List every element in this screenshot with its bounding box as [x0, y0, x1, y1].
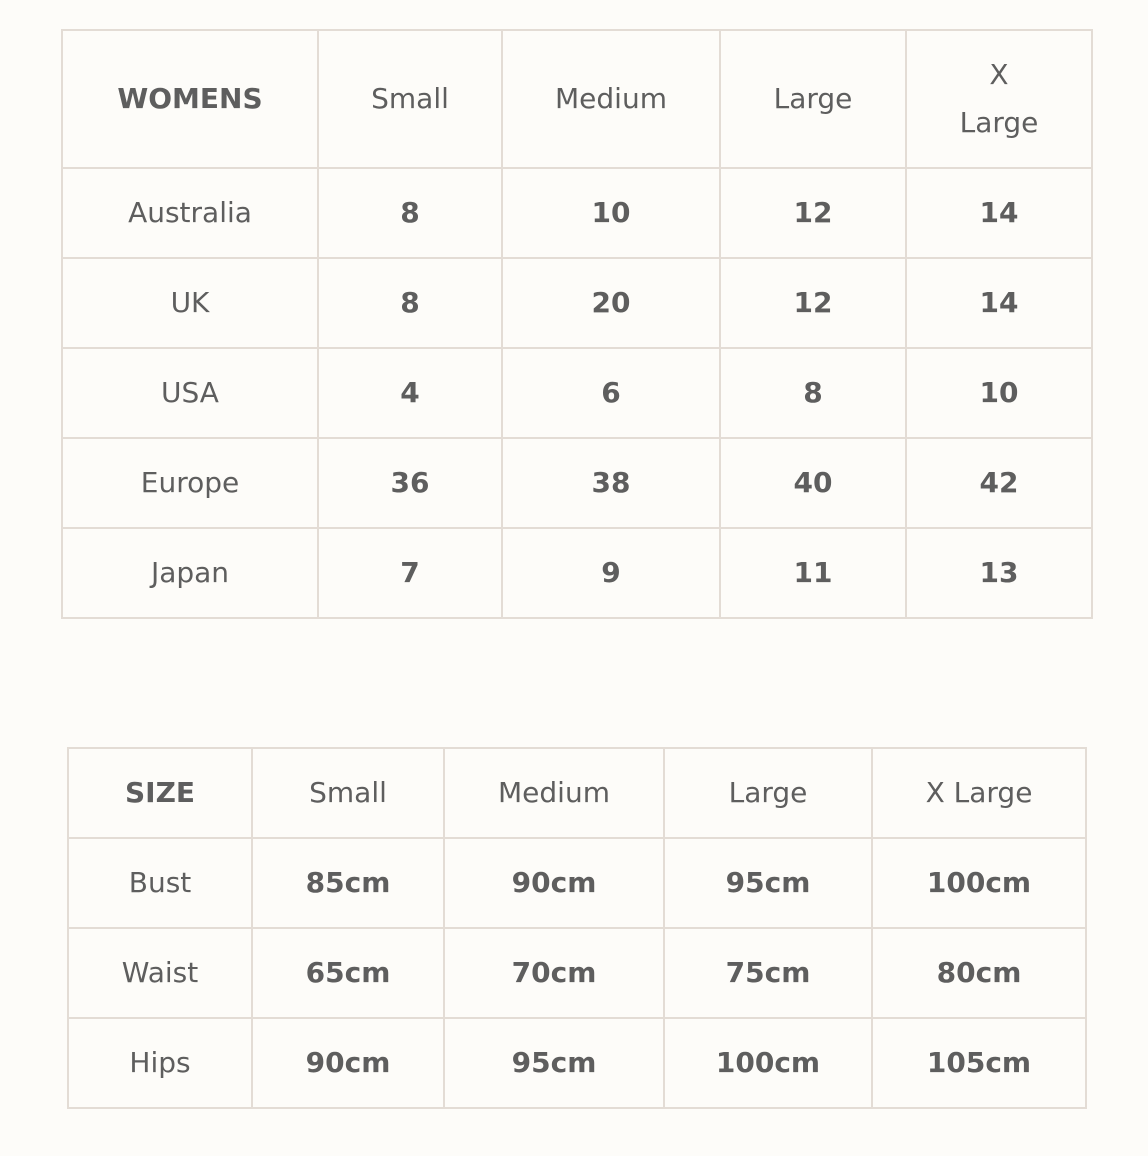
- womens-size-table: [61, 29, 1093, 619]
- table-header-row: [68, 748, 1086, 838]
- table-row: [68, 838, 1086, 928]
- size-value: 42: [906, 438, 1092, 528]
- measurement-value: 100cm: [664, 1018, 872, 1108]
- size-value: 12: [720, 168, 906, 258]
- size-value: 9: [502, 528, 720, 618]
- size-value: 13: [906, 528, 1092, 618]
- size-value: 4: [318, 348, 502, 438]
- table-row: [62, 258, 1092, 348]
- size-value: 11: [720, 528, 906, 618]
- measurement-value: 65cm: [252, 928, 444, 1018]
- table-row: [62, 528, 1092, 618]
- measurement-value: 75cm: [664, 928, 872, 1018]
- table-row: [62, 168, 1092, 258]
- size-value: 10: [906, 348, 1092, 438]
- measurement-value: 85cm: [252, 838, 444, 928]
- column-header-x-large: X Large: [906, 30, 1092, 168]
- size-value: 8: [318, 168, 502, 258]
- measurement-value: 70cm: [444, 928, 664, 1018]
- size-value: 38: [502, 438, 720, 528]
- row-label: Australia: [62, 168, 318, 258]
- measurement-value: 80cm: [872, 928, 1086, 1018]
- column-header-medium: Medium: [502, 30, 720, 168]
- table-row: [68, 928, 1086, 1018]
- column-header-x-large: X Large: [872, 748, 1086, 838]
- measurement-value: 95cm: [444, 1018, 664, 1108]
- size-value: 6: [502, 348, 720, 438]
- table-row: [62, 438, 1092, 528]
- size-value: 14: [906, 168, 1092, 258]
- row-label: Japan: [62, 528, 318, 618]
- column-header-small: Small: [318, 30, 502, 168]
- table-row: [62, 348, 1092, 438]
- row-label: Waist: [68, 928, 252, 1018]
- size-value: 36: [318, 438, 502, 528]
- measurement-value: 100cm: [872, 838, 1086, 928]
- measurements-size-table: [67, 747, 1087, 1109]
- measurement-value: 105cm: [872, 1018, 1086, 1108]
- column-header-large: Large: [720, 30, 906, 168]
- measurement-value: 90cm: [444, 838, 664, 928]
- size-value: 7: [318, 528, 502, 618]
- womens-header-label: WOMENS: [62, 30, 318, 168]
- measurement-value: 95cm: [664, 838, 872, 928]
- row-label: Bust: [68, 838, 252, 928]
- measurement-value: 90cm: [252, 1018, 444, 1108]
- table-row: [68, 1018, 1086, 1108]
- row-label: Europe: [62, 438, 318, 528]
- column-header-medium: Medium: [444, 748, 664, 838]
- table-header-row: [62, 30, 1092, 168]
- size-value: 10: [502, 168, 720, 258]
- size-header-label: SIZE: [68, 748, 252, 838]
- size-value: 12: [720, 258, 906, 348]
- row-label: USA: [62, 348, 318, 438]
- size-value: 40: [720, 438, 906, 528]
- row-label: UK: [62, 258, 318, 348]
- size-value: 14: [906, 258, 1092, 348]
- column-header-small: Small: [252, 748, 444, 838]
- column-header-large: Large: [664, 748, 872, 838]
- size-value: 20: [502, 258, 720, 348]
- size-value: 8: [720, 348, 906, 438]
- row-label: Hips: [68, 1018, 252, 1108]
- size-value: 8: [318, 258, 502, 348]
